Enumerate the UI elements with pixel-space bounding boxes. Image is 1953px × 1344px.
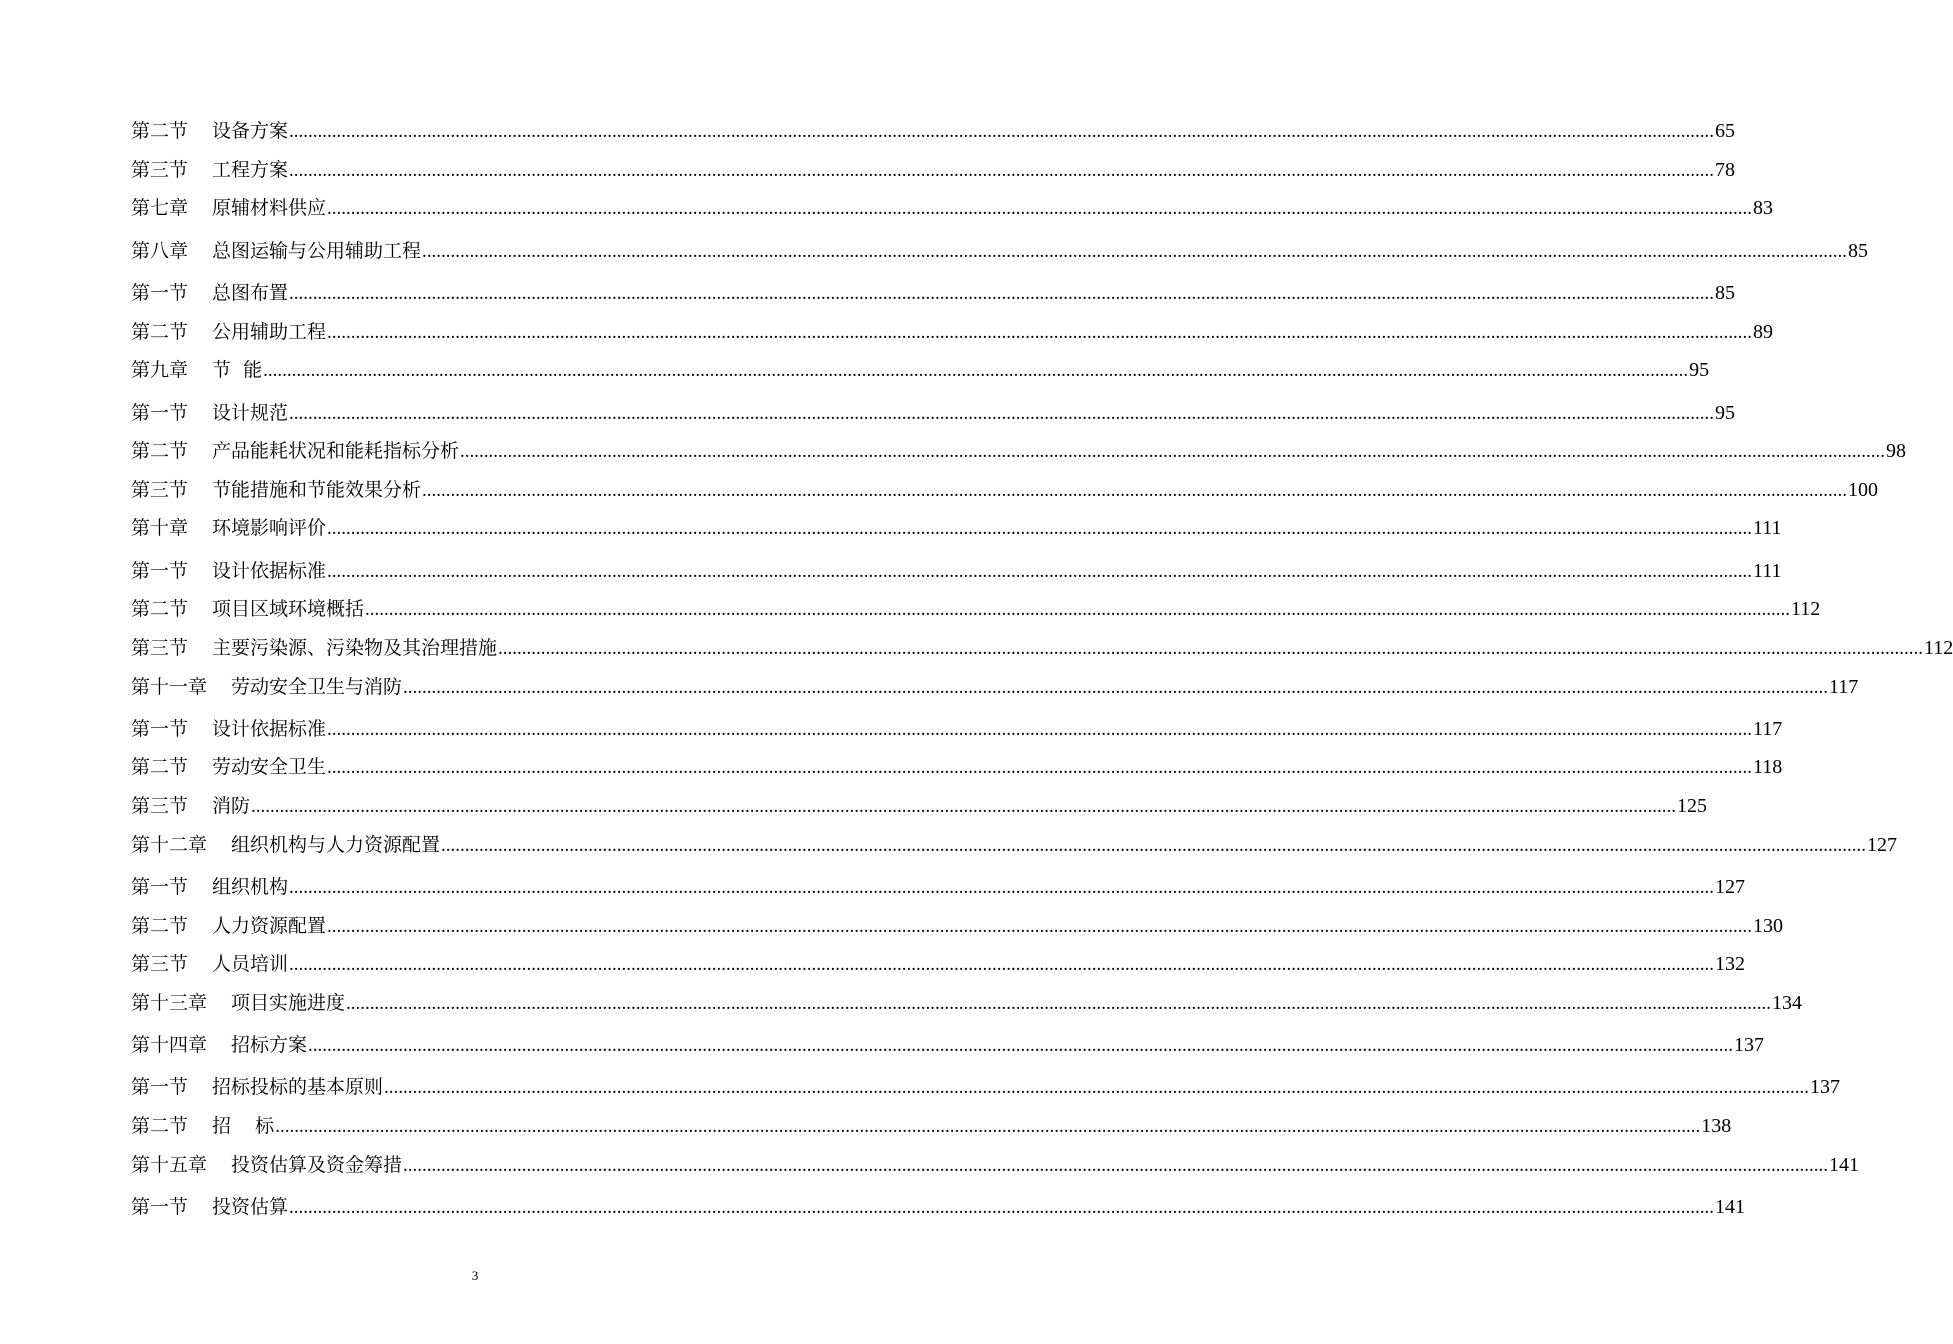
- toc-entry-page: 112: [1791, 598, 1821, 620]
- toc-dot-leader: ............................................................................................................................................................................................................................................................................................................: [327, 561, 1753, 582]
- toc-entry-title: 产品能耗状况和能耗指标分析: [212, 440, 460, 462]
- toc-entry[interactable]: [131, 399, 1736, 427]
- toc-entry-page: 111: [1753, 560, 1782, 582]
- toc-entry-page: 117: [1753, 718, 1783, 740]
- toc-entry-title: 投资估算及资金筹措: [231, 1154, 403, 1176]
- toc-entry-title: 主要污染源、污染物及其治理措施: [212, 637, 498, 659]
- toc-entry-label: 第一节: [131, 1076, 189, 1098]
- toc-entry[interactable]: [131, 117, 1736, 145]
- toc-entry-label: 第十章: [131, 517, 189, 539]
- toc-dot-leader: ............................................................................................................................................................................................................................................................................................................: [308, 1035, 1734, 1056]
- toc-entry-page: 85: [1715, 282, 1736, 304]
- toc-entry-page: 98: [1886, 440, 1907, 462]
- toc-dot-leader: ............................................................................................................................................................................................................................................................................................................: [327, 757, 1753, 778]
- toc-entry-page: 112: [1924, 637, 1953, 659]
- toc-entry-label: 第一节: [131, 876, 189, 898]
- toc-dot-leader: ............................................................................................................................................................................................................................................................................................................: [403, 677, 1829, 698]
- toc-entry[interactable]: [131, 912, 1784, 940]
- toc-dot-leader: ............................................................................................................................................................................................................................................................................................................: [403, 1155, 1829, 1176]
- toc-entry[interactable]: [131, 673, 1859, 701]
- toc-entry-label: 第十三章: [131, 992, 208, 1014]
- toc-entry-page: 141: [1829, 1154, 1860, 1176]
- toc-entry-page: 65: [1715, 120, 1736, 142]
- toc-entry-title: 招 标: [212, 1115, 275, 1137]
- toc-dot-leader: ............................................................................................................................................................................................................................................................................................................: [460, 441, 1886, 462]
- toc-entry-label: 第一节: [131, 282, 189, 304]
- toc-entry-label: 第三节: [131, 953, 189, 975]
- toc-entry[interactable]: [131, 237, 1869, 265]
- toc-entry-title: 总图运输与公用辅助工程: [212, 240, 422, 262]
- toc-dot-leader: ............................................................................................................................................................................................................................................................................................................: [289, 877, 1715, 898]
- toc-dot-leader: ............................................................................................................................................................................................................................................................................................................: [263, 360, 1689, 381]
- toc-entry-title: 劳动安全卫生: [212, 756, 327, 778]
- toc-dot-leader: ............................................................................................................................................................................................................................................................................................................: [346, 993, 1772, 1014]
- toc-entry[interactable]: [131, 356, 1710, 384]
- toc-entry-page: 78: [1715, 159, 1736, 181]
- toc-entry-label: 第二节: [131, 440, 189, 462]
- toc-dot-leader: ............................................................................................................................................................................................................................................................................................................: [275, 1116, 1701, 1137]
- toc-entry-page: 111: [1753, 517, 1782, 539]
- toc-entry[interactable]: [131, 1112, 1732, 1140]
- toc-entry-label: 第二节: [131, 120, 189, 142]
- toc-entry-title: 设计依据标准: [212, 560, 327, 582]
- page-number: 3: [471, 1268, 479, 1283]
- toc-entry-page: 141: [1715, 1196, 1746, 1218]
- toc-dot-leader: ............................................................................................................................................................................................................................................................................................................: [251, 796, 1677, 817]
- toc-entry-label: 第十一章: [131, 676, 208, 698]
- toc-entry-title: 项目区域环境概括: [212, 598, 365, 620]
- toc-entry-label: 第二节: [131, 915, 189, 937]
- toc-entry[interactable]: [131, 279, 1736, 307]
- toc-entry-page: 127: [1867, 834, 1898, 856]
- toc-dot-leader: ............................................................................................................................................................................................................................................................................................................: [498, 638, 1924, 659]
- toc-entry-label: 第十二章: [131, 834, 208, 856]
- toc-entry-title: 设备方案: [212, 120, 289, 142]
- toc-entry-label: 第二节: [131, 1115, 189, 1137]
- toc-entry[interactable]: [131, 1073, 1841, 1101]
- toc-dot-leader: ............................................................................................................................................................................................................................................................................................................: [289, 954, 1715, 975]
- toc-entry-page: 125: [1677, 795, 1708, 817]
- toc-dot-leader: ............................................................................................................................................................................................................................................................................................................: [289, 160, 1715, 181]
- toc-entry-label: 第二节: [131, 321, 189, 343]
- toc-entry-title: 消防: [212, 795, 251, 817]
- toc-entry-title: 组织机构: [212, 876, 289, 898]
- toc-entry-label: 第三节: [131, 159, 189, 181]
- toc-entry[interactable]: [131, 514, 1782, 542]
- toc-entry-title: 投资估算: [212, 1196, 289, 1218]
- toc-entry-label: 第一节: [131, 402, 189, 424]
- toc-entry-label: 第一节: [131, 718, 189, 740]
- toc-dot-leader: ............................................................................................................................................................................................................................................................................................................: [289, 1197, 1715, 1218]
- toc-dot-leader: ............................................................................................................................................................................................................................................................................................................: [289, 403, 1715, 424]
- toc-entry[interactable]: [131, 1151, 1860, 1179]
- toc-entry-page: 130: [1753, 915, 1784, 937]
- toc-entry-title: 招标方案: [231, 1034, 308, 1056]
- toc-entry-title: 招标投标的基本原则: [212, 1076, 384, 1098]
- toc-entry[interactable]: [131, 989, 1803, 1017]
- toc-entry-title: 项目实施进度: [231, 992, 346, 1014]
- toc-entry-page: 132: [1715, 953, 1746, 975]
- toc-entry-page: 138: [1701, 1115, 1732, 1137]
- toc-entry[interactable]: [131, 318, 1774, 346]
- toc-entry-label: 第二节: [131, 598, 189, 620]
- toc-dot-leader: ............................................................................................................................................................................................................................................................................................................: [384, 1077, 1810, 1098]
- toc-entry-page: 83: [1753, 197, 1774, 219]
- toc-entry-page: 118: [1753, 756, 1783, 778]
- toc-dot-leader: ............................................................................................................................................................................................................................................................................................................: [327, 322, 1753, 343]
- toc-entry-title: 节能措施和节能效果分析: [212, 479, 422, 501]
- toc-dot-leader: ............................................................................................................................................................................................................................................................................................................: [327, 518, 1753, 539]
- toc-entry[interactable]: [131, 831, 1898, 859]
- toc-entry-label: 第二节: [131, 756, 189, 778]
- toc-entry-page: 85: [1848, 240, 1869, 262]
- toc-entry-label: 第三节: [131, 479, 189, 501]
- toc-dot-leader: ............................................................................................................................................................................................................................................................................................................: [441, 835, 1867, 856]
- toc-dot-leader: ............................................................................................................................................................................................................................................................................................................: [422, 480, 1848, 501]
- toc-entry-page: 95: [1715, 402, 1736, 424]
- toc-entry-page: 137: [1734, 1034, 1765, 1056]
- toc-entry[interactable]: [131, 156, 1736, 184]
- toc-entry[interactable]: [131, 194, 1774, 222]
- toc-entry-page: 127: [1715, 876, 1746, 898]
- toc-entry[interactable]: [131, 873, 1746, 901]
- toc-entry-label: 第一节: [131, 1196, 189, 1218]
- toc-entry[interactable]: [131, 753, 1783, 781]
- toc-entry-title: 人员培训: [212, 953, 289, 975]
- toc-dot-leader: ............................................................................................................................................................................................................................................................................................................: [289, 283, 1715, 304]
- toc-entry-title: 人力资源配置: [212, 915, 327, 937]
- toc-entry[interactable]: [131, 950, 1746, 978]
- toc-entry-title: 原辅材料供应: [212, 197, 327, 219]
- toc-dot-leader: ............................................................................................................................................................................................................................................................................................................: [422, 241, 1848, 262]
- toc-entry-title: 设计依据标准: [212, 718, 327, 740]
- toc-entry-title: 总图布置: [212, 282, 289, 304]
- toc-entry-title: 环境影响评价: [212, 517, 327, 539]
- toc-entry-label: 第七章: [131, 197, 189, 219]
- toc-entry-label: 第三节: [131, 795, 189, 817]
- toc-entry[interactable]: [131, 557, 1782, 585]
- toc-entry-page: 89: [1753, 321, 1774, 343]
- toc-entry[interactable]: [131, 476, 1879, 504]
- toc-entry[interactable]: [131, 437, 1907, 465]
- toc-entry-title: 劳动安全卫生与消防: [231, 676, 403, 698]
- toc-entry-page: 134: [1772, 992, 1803, 1014]
- toc-entry-label: 第九章: [131, 359, 189, 381]
- toc-dot-leader: ............................................................................................................................................................................................................................................................................................................: [327, 198, 1753, 219]
- toc-entry-page: 137: [1810, 1076, 1841, 1098]
- toc-entry-label: 第三节: [131, 637, 189, 659]
- toc-entry-label: 第十五章: [131, 1154, 208, 1176]
- toc-entry-page: 117: [1829, 676, 1859, 698]
- toc-entry-title: 公用辅助工程: [212, 321, 327, 343]
- toc-entry-page: 95: [1689, 359, 1710, 381]
- toc-dot-leader: ............................................................................................................................................................................................................................................................................................................: [289, 121, 1715, 142]
- toc-dot-leader: ............................................................................................................................................................................................................................................................................................................: [365, 599, 1791, 620]
- toc-entry-page: 100: [1848, 479, 1879, 501]
- toc-entry-title: 设计规范: [212, 402, 289, 424]
- toc-entry[interactable]: [131, 1031, 1765, 1059]
- toc-entry[interactable]: [131, 792, 1708, 820]
- toc-entry-title: 工程方案: [212, 159, 289, 181]
- toc-entry-title: 组织机构与人力资源配置: [231, 834, 441, 856]
- toc-entry[interactable]: [131, 1193, 1746, 1221]
- toc-entry-label: 第十四章: [131, 1034, 208, 1056]
- toc-entry[interactable]: [131, 634, 1953, 662]
- toc-entry-title: 节 能: [212, 359, 263, 381]
- toc-dot-leader: ............................................................................................................................................................................................................................................................................................................: [327, 719, 1753, 740]
- toc-entry[interactable]: [131, 715, 1783, 743]
- toc-dot-leader: ............................................................................................................................................................................................................................................................................................................: [327, 916, 1753, 937]
- toc-entry-label: 第一节: [131, 560, 189, 582]
- toc-entry[interactable]: [131, 595, 1821, 623]
- toc-entry-label: 第八章: [131, 240, 189, 262]
